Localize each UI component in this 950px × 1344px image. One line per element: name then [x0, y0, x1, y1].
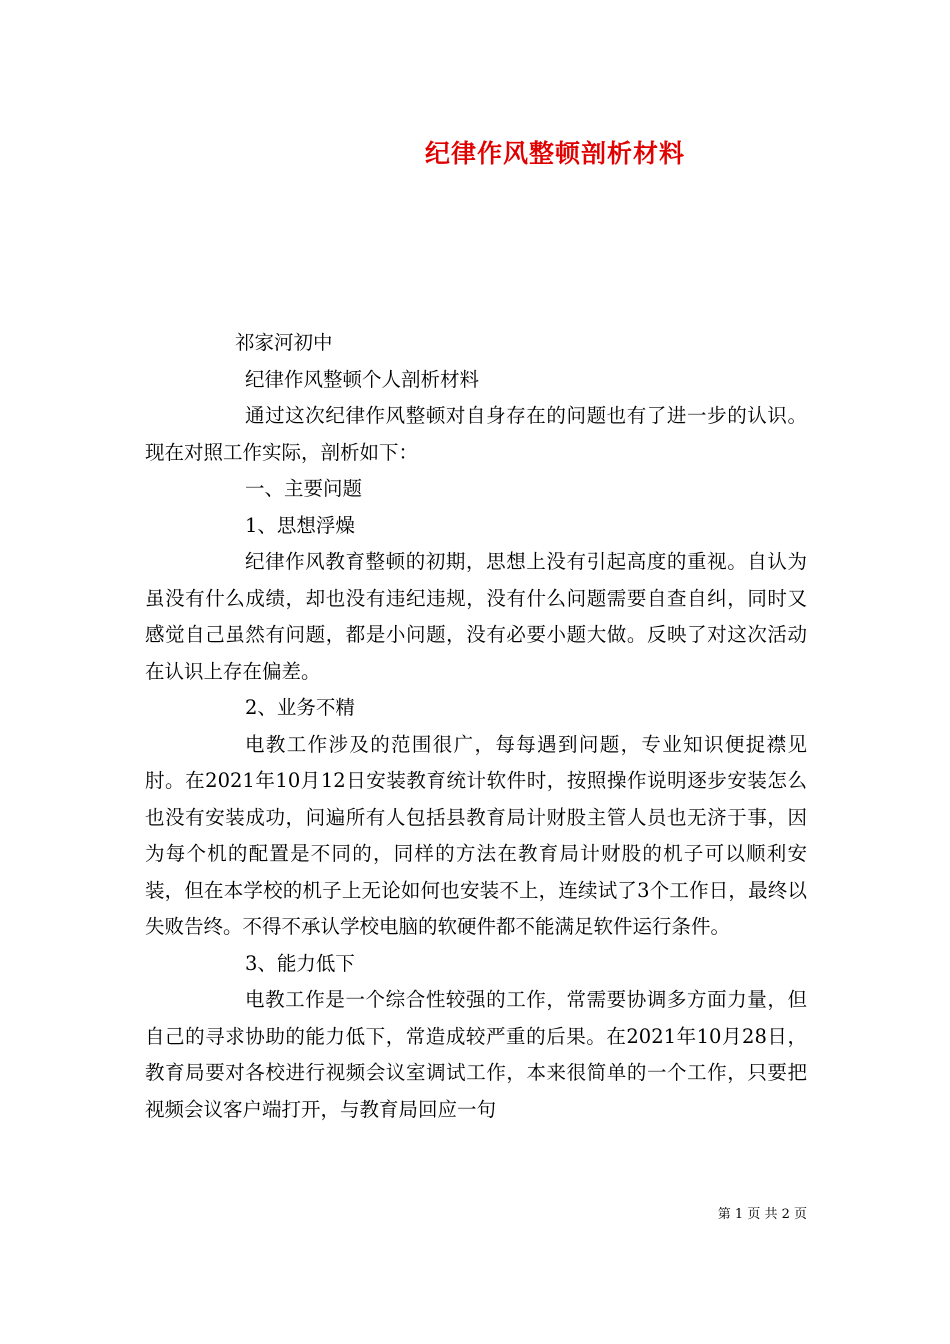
document-body [145, 325, 807, 1128]
paragraph-thought: 纪律作风教育整顿的初期，思想上没有引起高度的重视。自认为虽没有什么成绩，却也没有违纪违规，没有什么问题需要自查自纠，同时又感觉自己虽然有问题，都是小问题，没有必要小题大做。反映了对这次活动在认识上存在偏差。 [145, 550, 807, 683]
subheading-ability: 3、能力低下 [245, 951, 355, 975]
school-name: 祁家河初中 [235, 331, 333, 354]
subtitle: 纪律作风整顿个人剖析材料 [245, 367, 480, 391]
section-heading-main-problems: 一、主要问题 [245, 477, 363, 500]
intro-paragraph: 通过这次纪律作风整顿对自身存在的问题也有了进一步的认识。现在对照工作实际，剖析如下： [145, 404, 807, 464]
page-number-footer: 第 1 页 共 2 页 [717, 1207, 807, 1222]
subheading-business: 2、业务不精 [245, 696, 355, 719]
paragraph-ability: 电教工作是一个综合性较强的工作，常需要协调多方面力量，但自己的寻求协助的能力低下，常造成较严重的后果。在2021年10月28日，教育局要对各校进行视频会议室调试工作，本来很简单的一个工作，只要把视频会议客户端打开，与教育局回应一句 [145, 988, 807, 1121]
subheading-thought: 1、思想浮燥 [245, 513, 355, 537]
document-title: 纪律作风整顿剖析材料 [424, 139, 685, 168]
paragraph-business: 电教工作涉及的范围很广，每每遇到问题，专业知识便捉襟见肘。在2021年10月12日安装教育统计软件时，按照操作说明逐步安装怎么也没有安装成功，问遍所有人包括县教育局计财股主管人员也无济于事，因为每个机的配置是不同的，同样的方法在教育局计财股的机子可以顺利安装，但在本学校的机子上无论如何也安装不上，连续试了3个工作日，最终以失败告终。不得不承认学校电脑的软硬件都不能满足软件运行条件。 [145, 732, 807, 938]
